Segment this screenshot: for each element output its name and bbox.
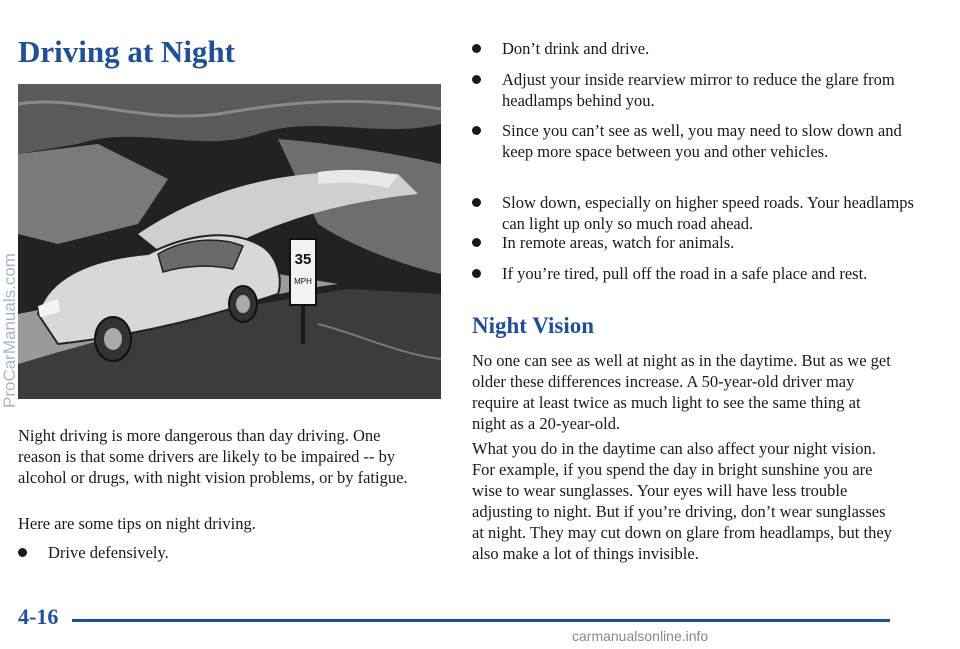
bullet-text: Drive defensively.: [48, 543, 169, 562]
bullet-drive-defensively: [18, 542, 428, 563]
section-heading-night-vision: Night Vision: [472, 313, 595, 338]
sign-face: [290, 239, 316, 305]
bullet-dot-icon: [472, 75, 481, 84]
bullet-text: Don’t drink and drive.: [502, 39, 650, 58]
bullet-dot-icon: [472, 126, 481, 135]
site-footer: carmanualsonline.info: [572, 628, 709, 644]
page-number: 4-16: [18, 604, 59, 629]
bullet-text: If you’re tired, pull off the road in a safe place and rest.: [502, 264, 868, 283]
bullet-text: In remote areas, watch for animals.: [502, 233, 735, 252]
intro-paragraph: Night driving is more dangerous than day driving. One reason is that some drivers are likely to be impaired -- by alcohol or drugs, with night vision problems, or by fatigue.: [18, 426, 408, 487]
bullet-dot-icon: [472, 269, 481, 278]
footer-rule: [72, 619, 890, 622]
night-vision-paragraph-1: No one can see as well at night as in the daytime. But as we get older these differences increase. A 50-year-old driver may require at least twice as much light to see the same thing at night as a 20-year-old.: [472, 351, 891, 433]
bullet-text: Slow down, especially on higher speed roads. Your headlamps can light up only so much road ahead.: [502, 193, 914, 233]
bullet-watch-animals: [472, 232, 922, 253]
bullet-dot-icon: [472, 44, 481, 53]
bullet-dot-icon: [18, 548, 27, 557]
tips-intro-paragraph: Here are some tips on night driving.: [18, 514, 256, 533]
sign-unit: MPH: [294, 277, 312, 286]
bullet-dot-icon: [472, 198, 481, 207]
bullet-tired-rest: [472, 263, 922, 284]
night-driving-illustration: [18, 84, 441, 399]
bullet-slow-down-space: [472, 120, 922, 162]
night-road-scene-svg: [18, 84, 441, 399]
bullet-dot-icon: [472, 238, 481, 247]
bullet-slow-down-roads: [472, 192, 922, 234]
car-front-hub: [104, 328, 122, 350]
bullet-dont-drink: [472, 38, 932, 59]
page-title: Driving at Night: [18, 34, 235, 69]
bullet-text: Since you can’t see as well, you may need to slow down and keep more space between you and other vehicles.: [502, 121, 902, 161]
watermark-text: ProCarManuals.com: [0, 253, 19, 408]
sign-post: [301, 304, 305, 344]
bullet-adjust-mirror: [472, 69, 922, 111]
night-vision-paragraph-2: What you do in the daytime can also affect your night vision. For example, if you spend the day in bright sunshine you are wise to wear sunglasses. Your eyes will have less trouble adjusting to night. But if you’re driving, don’t wear sunglasses at night. They may cut down on glare from headlamps, but they also make a lot of things invisible.: [472, 439, 892, 563]
car-rear-hub: [236, 295, 250, 313]
sign-number: 35: [294, 251, 312, 268]
bullet-text: Adjust your inside rearview mirror to reduce the glare from headlamps behind you.: [502, 70, 895, 110]
